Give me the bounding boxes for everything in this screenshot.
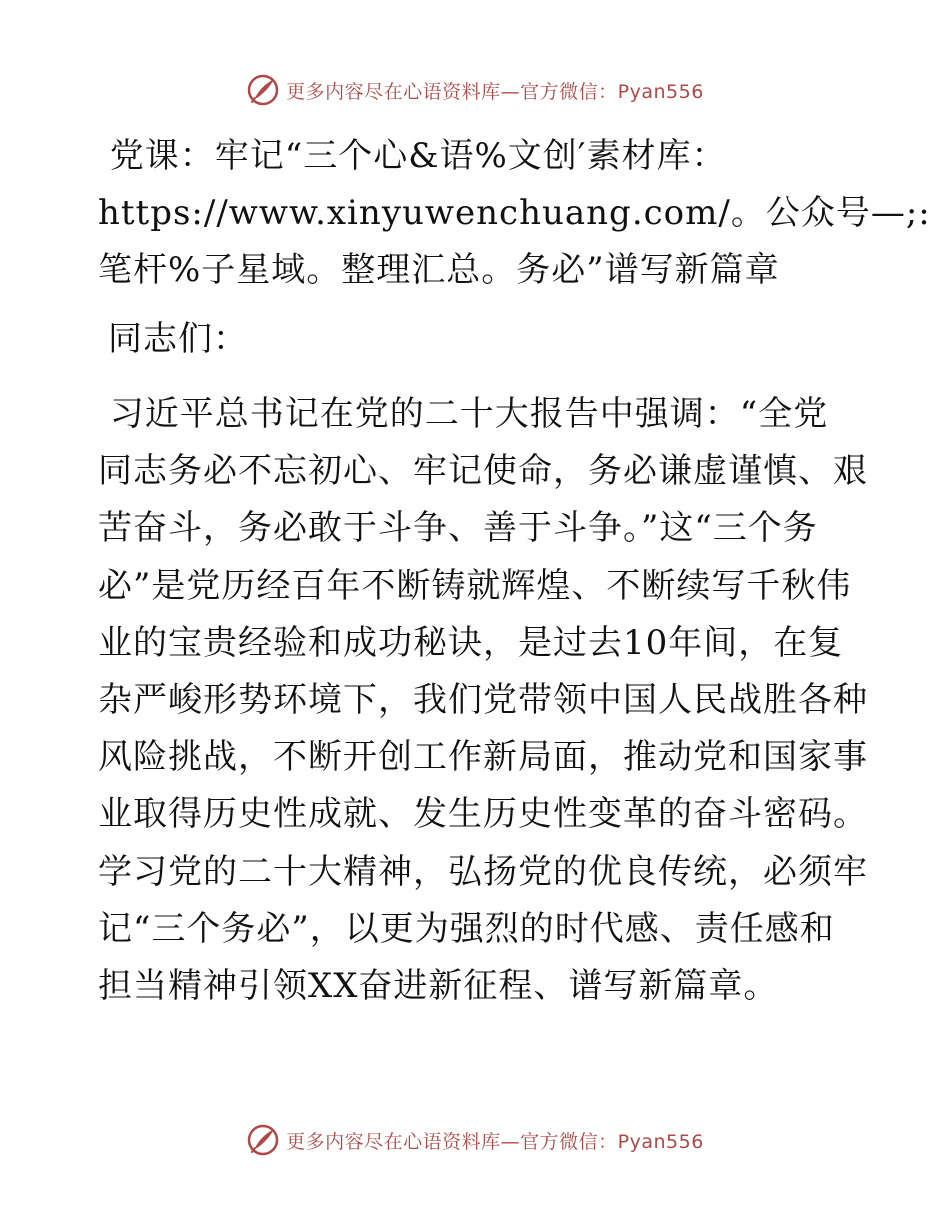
- body-line: 学习党的二十大精神，弘扬党的优良传统，必须牢: [98, 851, 868, 892]
- body-line: 苦奋斗，务必敢于斗争、善于斗争。”这“三个务: [98, 508, 818, 549]
- body-line: 业的宝贵经验和成功秘诀，是过去10年间，在复: [98, 622, 844, 663]
- feather-pen-logo-icon: [246, 73, 280, 107]
- body-line: 习近平总书记在党的二十大报告中强调：“全党: [98, 394, 829, 434]
- header-watermark-text: 更多内容尽在心语资料库—官方微信：Pyan556: [286, 80, 704, 103]
- title-line: 笔杆%子星域。整理汇总。务必”谱写新篇章: [98, 250, 780, 290]
- footer-watermark-banner: [0, 1120, 950, 1160]
- body-line: 业取得历史性成就、发生历史性变革的奋斗密码。: [98, 794, 868, 835]
- body-line: 担当精神引领XX奋进新征程、谱写新篇章。: [98, 966, 779, 1007]
- body-line: 同志务必不忘初心、牢记使命，务必谦虚谨慎、艰: [98, 451, 868, 492]
- footer-watermark-text: 更多内容尽在心语资料库—官方微信：Pyan556: [286, 1130, 704, 1153]
- body-line: 风险挑战，不断开创工作新局面，推动党和国家事: [98, 737, 868, 778]
- title-line: https://www.xinyuwenchuang.com/。公众号—;:: [98, 193, 931, 233]
- body-line: 必”是党历经百年不断铸就辉煌、不断续写千秋伟: [98, 565, 852, 606]
- feather-pen-logo-icon: [246, 1123, 280, 1157]
- title-line: 党课：牢记“三个心&语%文创′素材库：: [98, 136, 727, 176]
- greeting: 同志们：: [108, 319, 248, 359]
- body-line: 杂严峻形势环境下，我们党带领中国人民战胜各种: [98, 680, 868, 721]
- header-watermark-banner: [0, 70, 950, 110]
- body-line: 记“三个务必”，以更为强烈的时代感、责任感和: [98, 908, 835, 949]
- body-paragraph: [98, 386, 868, 1015]
- page-title: [98, 128, 931, 299]
